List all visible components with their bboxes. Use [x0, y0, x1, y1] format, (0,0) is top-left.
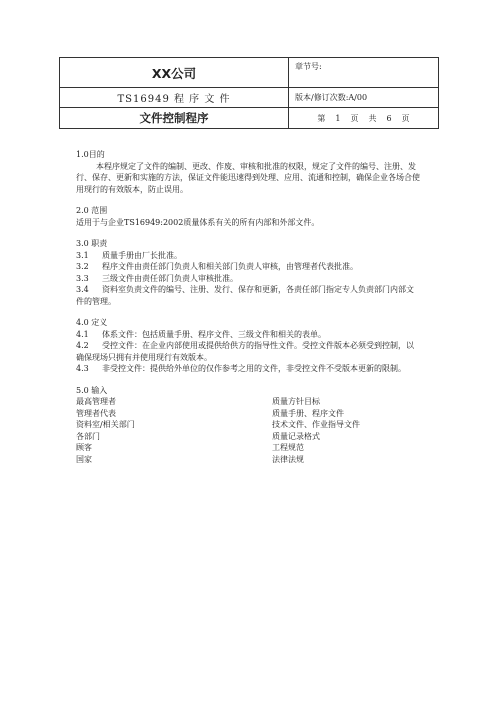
input-source: 各部门	[76, 431, 100, 441]
document-title: 文件控制程序	[60, 108, 289, 129]
list-item: 3.4 资料室负责文件的编号、注册、发行、保存和更新，各责任部门指定专人负责部门内部文件的管理。	[76, 285, 414, 306]
section-body-scope: 适用于与企业TS16949:2002质量体系有关的所有内部和外部文件。	[76, 217, 320, 227]
section-title-purpose: 1.0目的	[76, 150, 105, 159]
input-source: 管理者代表	[76, 408, 116, 418]
input-document: 法律法规	[272, 454, 304, 464]
inputs-grid	[76, 396, 420, 465]
page-unit: 页	[350, 113, 359, 123]
list-item: 3.2 程序文件由责任部门负责人和相关部门负责人审核，由管理者代表批准。	[76, 262, 358, 271]
input-document: 质量方针目标	[272, 397, 320, 406]
total-unit: 页	[401, 113, 410, 123]
document-body	[76, 149, 420, 465]
version-cell	[289, 88, 439, 108]
input-source: 顾客	[76, 443, 92, 452]
list-item: 4.2 受控文件：在企业内部使用或提供给供方的指导性文件。受控文件版本必须受到控制，以确保现场只拥有并使用现行有效版本。	[76, 341, 414, 362]
input-source: 最高管理者	[76, 397, 116, 406]
input-source: 资料室/相关部门	[76, 420, 135, 429]
company-name: XX公司	[60, 58, 289, 88]
input-source: 国家	[76, 454, 92, 464]
input-document: 质量手册、程序文件	[272, 408, 344, 418]
list-item: 4.1 体系文件：包括质量手册、程序文件、三级文件和相关的表单。	[76, 329, 326, 339]
document-header-table	[59, 57, 439, 129]
section-body-purpose: 本程序规定了文件的编制、更改、作废、审核和批准的权限，规定了文件的编号、注册、发行、保存、更新和实施的方法，保证文件能迅速得到处理、应用、流通和控制，确保企业各场合使用现行的有效版本，防止误用。	[76, 161, 420, 194]
input-document: 工程规范	[272, 443, 304, 452]
total-label: 共	[368, 113, 377, 123]
page-info	[289, 108, 439, 129]
section-title-responsibility: 3.0 职责	[76, 239, 108, 248]
input-document: 技术文件、作业指导文件	[272, 420, 360, 429]
list-item: 3.1 质量手册由厂长批准。	[76, 250, 182, 260]
list-item: 3.3 三级文件由责任部门负责人审核批准。	[76, 273, 238, 283]
section-title-definitions: 4.0 定义	[76, 318, 108, 327]
chapter-number-label: 章节号:	[289, 58, 439, 88]
page-label: 第	[317, 113, 326, 123]
list-item: 4.3 非受控文件：提供给外单位的仅作参考之用的文件，非受控文件不受版本更新的限制。	[76, 364, 406, 373]
section-title-scope: 2.0 范围	[76, 206, 108, 215]
input-document: 质量记录格式	[272, 431, 320, 441]
total-pages: 6	[386, 113, 392, 123]
document-type: TS16949 程 序 文 件	[60, 88, 289, 108]
version-value: A/00	[348, 93, 368, 102]
version-label: 版本/修订次数:	[295, 93, 349, 102]
page-number: 1	[335, 113, 341, 123]
section-title-inputs: 5.0 输入	[76, 385, 108, 395]
